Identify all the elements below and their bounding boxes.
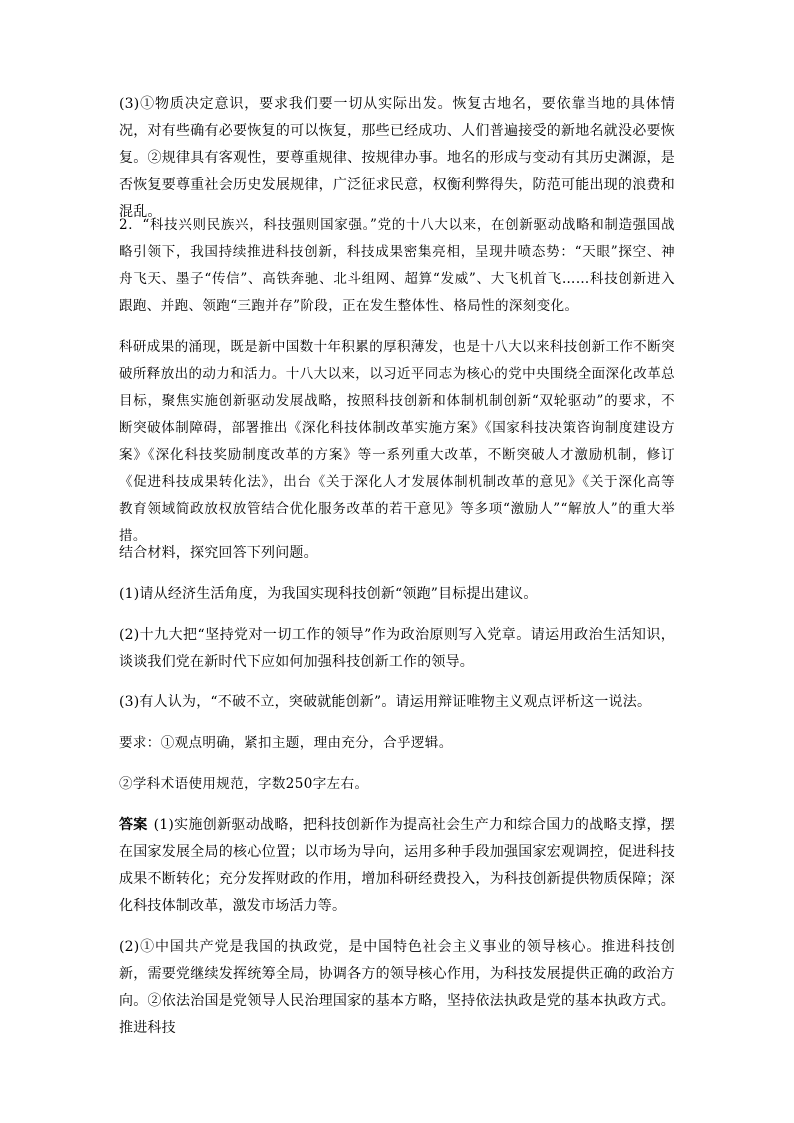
sub-question-3: (3)有人认为，“不破不立，突破就能创新”。请运用辩证唯物主义观点评析这一说法。 (119, 694, 652, 710)
sub-question-1: (1)请从经济生活角度，为我国实现科技创新“领跑”目标提出建议。 (119, 586, 538, 602)
instruction-text: 结合材料，探究回答下列问题。 (119, 545, 318, 561)
answer-label: 答案 (119, 817, 148, 833)
sub-question-2: (2)十九大把“坚持党对一切工作的领导”作为政治原则写入党章。请运用政治生活知识，谈谈我们党在新时代下应如何加强科技创新工作的领导。 (119, 627, 675, 670)
answer-paragraph-1 (119, 812, 675, 920)
requirement-1: 要求：①观点明确，紧扣主题，理由充分，合乎逻辑。 (119, 735, 453, 751)
question-2-intro: 2．“科技兴则民族兴，科技强则国家强。”党的十八大以来，在创新驱动战略和制造强国战略引领下，我国持续推进科技创新，科技成果密集亮相，呈现井喷态势：“天眼”探空、神舟飞天、墨子“传信”、高铁奔驰、北斗组网、超算“发威”、大飞机首飞……科技创新进入跟跑、并跑、领跑“三跑并存”阶段，正在发生整体性、格局性的深刻变化。 (119, 217, 675, 314)
answer-paragraph-2: (2)①中国共产党是我国的执政党，是中国特色社会主义事业的领导核心。推进科技创新，需要党继续发挥统筹全局，协调各方的领导核心作用，为科技发展提供正确的政治方向。②依法治国是党领导人民治理国家的基本方略，坚持依法执政是党的基本执政方式。推进科技 (119, 939, 675, 1036)
answer-paragraph-3: (3)①物质决定意识，要求我们要一切从实际出发。恢复古地名，要依靠当地的具体情况，对有些确有必要恢复的可以恢复，那些已经成功、人们普遍接受的新地名就没必要恢复。②规律具有客观性，要尊重规律、按规律办事。地名的形成与变动有其历史渊源，是否恢复要尊重社会历史发展规律，广泛征求民意，权衡利弊得失，防范可能出现的浪费和混乱。 (119, 96, 675, 220)
requirement-2: ②学科术语使用规范，字数250字左右。 (119, 776, 369, 792)
answer-text-1: (1)实施创新驱动战略，把科技创新作为提高社会生产力和综合国力的战略支撑，摆在国家发展全局的核心位置；以市场为导向，运用多种手段加强国家宏观调控，促进科技成果不断转化；充分发挥财政的作用，增加科研经费投入，为科技创新提供物质保障；深化科技体制改革，激发市场活力等。 (119, 817, 675, 914)
material-paragraph: 科研成果的涌现，既是新中国数十年积累的厚积薄发，也是十八大以来科技创新工作不断突破所释放出的动力和活力。十八大以来，以习近平同志为核心的党中央围绕全面深化改革总目标，聚焦实施创新驱动发展战略，按照科技创新和体制机制创新“双轮驱动”的要求，不断突破体制障碍，部署推出《深化科技体制改革实施方案》《国家科技决策咨询制度建设方案》《深化科技奖励制度改革的方案》等一系列重大改革，不断突破人才激励机制，修订《促进科技成果转化法》，出台《关于深化人才发展体制机制改革的意见》《关于深化高等教育领域简政放权放管结合优化服务改革的若干意见》等多项“激励人”“解放人”的重大举措。 (119, 339, 675, 544)
